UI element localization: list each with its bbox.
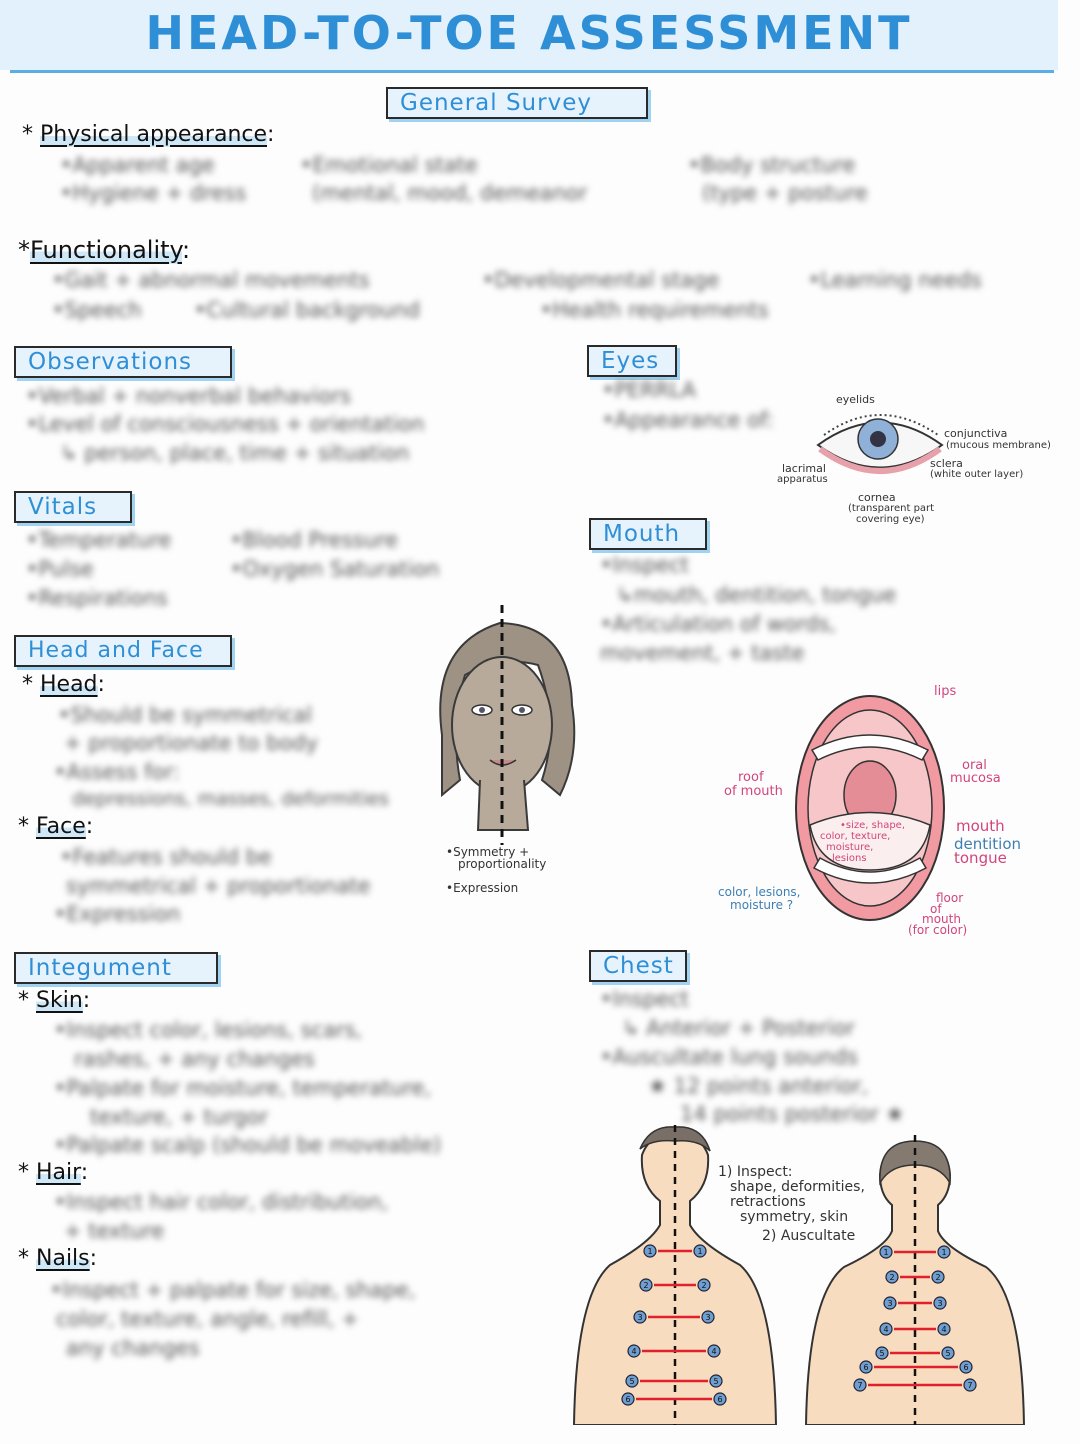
blur-text: •Respirations (26, 586, 168, 610)
eye-label-conjunctiva: conjunctiva (944, 427, 1008, 440)
face-heading: * Face: (18, 814, 94, 839)
blur-text: rashes, + any changes (74, 1047, 315, 1071)
auscultation-point-label: 4 (711, 1347, 717, 1356)
tongue-note: •size, shape, (840, 820, 905, 831)
auscultation-point-label: 3 (705, 1313, 711, 1322)
eye-label-cornea-note-2: covering eye) (856, 514, 925, 525)
mouth-label-tongue: tongue (954, 849, 1007, 867)
auscultation-point-label: 6 (863, 1363, 869, 1372)
asterisk-icon: * (22, 122, 40, 147)
blur-text: •Gait + abnormal movements (52, 268, 370, 292)
page-title: HEAD-TO-TOE ASSESSMENT (145, 6, 913, 60)
title-underline (10, 70, 1054, 73)
general-survey-label: General Survey (386, 87, 648, 119)
blur-text: •PERRLA (602, 378, 697, 402)
auscultation-point-label: 6 (625, 1395, 631, 1404)
asterisk-icon: * (18, 1246, 36, 1271)
blur-text: •Inspect + palpate for size, shape, (50, 1278, 416, 1302)
auscultation-point-label: 1 (883, 1248, 889, 1257)
mouth-illustration (790, 690, 950, 930)
mouth-label-mucosa: mucosa (950, 771, 1001, 786)
eye-label-conjunctiva-note: (mucous membrane) (946, 440, 1051, 451)
nails-heading: * Nails: (18, 1246, 98, 1271)
pupil (870, 431, 886, 447)
auscultation-point-label: 1 (941, 1248, 947, 1257)
auscultation-point-label: 1 (647, 1247, 653, 1256)
blur-text: •Developmental stage (482, 268, 720, 292)
blur-text: •Inspect (600, 553, 689, 577)
auscultation-point-label: 4 (631, 1347, 637, 1356)
auscultation-point-label: 5 (629, 1377, 635, 1386)
auscultation-point-label: 4 (941, 1325, 947, 1334)
blur-text: •Inspect (600, 987, 689, 1011)
vitals-label: Vitals (14, 491, 132, 523)
mouth-label-roof: roof (738, 770, 764, 785)
mouth-label-oral: oral (962, 758, 987, 773)
blur-text: •Learning needs (808, 268, 982, 292)
blur-text: •Apparent age (60, 153, 215, 177)
blur-text: (type + posture (702, 181, 868, 205)
asterisk-icon: * (18, 1160, 36, 1185)
auscultation-point-label: 7 (857, 1381, 863, 1390)
chest-note-auscultate: 2) Auscultate (762, 1228, 856, 1244)
blur-text: + proportionate to body (64, 731, 319, 755)
face-note: proportionality (458, 857, 547, 871)
blur-text: depressions, masses, deformities (72, 788, 389, 810)
blur-text: ↳ Anterior + Posterior (622, 1016, 855, 1040)
face-note: •Symmetry + (446, 845, 530, 859)
blur-text: •Cultural background (194, 298, 420, 322)
auscultation-point-label: 2 (889, 1273, 895, 1282)
blur-text: (mental, mood, demeanor (312, 181, 588, 205)
blur-text: •Pulse (26, 557, 94, 581)
posterior-torso-illustration (800, 1135, 1030, 1425)
hair-heading: * Hair: (18, 1160, 89, 1185)
eye-label-sclera-note: (white outer layer) (930, 469, 1024, 480)
head-and-face-label: Head and Face (14, 635, 232, 667)
blur-text: •Appearance of: (602, 408, 774, 432)
blur-text: •Blood Pressure (230, 528, 398, 552)
eye-label-cornea: cornea (858, 491, 896, 504)
eye-label-lacrimal-2: apparatus (777, 474, 828, 485)
blur-text: •Inspect hair color, distribution, (54, 1190, 389, 1214)
blur-text: •Articulation of words, (600, 612, 837, 636)
tongue-note: color, texture, (820, 831, 891, 842)
eye-illustration (810, 405, 950, 485)
mouth-label-mouth: mouth (956, 817, 1005, 835)
chest-note-inspect-2: shape, deformities, (730, 1179, 865, 1195)
observations-label: Observations (14, 346, 232, 378)
eyes-label: Eyes (587, 345, 677, 377)
blur-text: •Palpate scalp (should be moveable) (54, 1133, 442, 1157)
blur-text: ↳mouth, dentition, tongue (616, 583, 897, 607)
auscultation-point-label: 2 (701, 1281, 707, 1290)
auscultation-point-label: 5 (945, 1349, 951, 1358)
mouth-label-dentition: dentition (954, 835, 1022, 853)
blur-text: •Oxygen Saturation (230, 557, 440, 581)
mouth-label-floor: floor (936, 891, 964, 905)
asterisk-icon: * (18, 988, 36, 1013)
anterior-torso-illustration (570, 1125, 780, 1425)
blur-text: •Level of consciousness + orientation (26, 412, 425, 436)
asterisk-icon: * (18, 814, 36, 839)
auscultation-point-label: 6 (963, 1363, 969, 1372)
integument-label: Integument (14, 952, 218, 984)
eye-label-sclera: sclera (930, 457, 963, 470)
mouth-label-color: color, lesions, (718, 885, 801, 899)
mouth-label: Mouth (589, 518, 707, 550)
auscultation-point-label: 6 (717, 1395, 723, 1404)
blur-text: •Verbal + nonverbal behaviors (26, 384, 351, 408)
mouth-label-of-mouth: of mouth (724, 784, 783, 799)
blur-text: + texture (64, 1219, 165, 1243)
mouth-label-lips: lips (934, 684, 957, 699)
blur-text: •Auscultate lung sounds (600, 1045, 858, 1069)
blur-text: symmetrical + proportionate (66, 874, 371, 898)
blur-text: •Expression (54, 902, 181, 926)
functionality-heading: *Functionality: (18, 236, 191, 264)
blur-text: •Speech (52, 298, 142, 322)
auscultation-point-label: 3 (937, 1299, 943, 1308)
blur-text: color, texture, angle, refill, + (56, 1307, 359, 1331)
tongue-note: moisture, (826, 842, 874, 853)
blur-text: ↳ person, place, time + situation (60, 441, 410, 465)
mouth-label-mouth-2: mouth (922, 912, 961, 926)
asterisk-icon: * (22, 672, 40, 697)
blur-text: •Hygiene + dress (60, 181, 247, 205)
auscultation-point-label: 1 (697, 1247, 703, 1256)
blur-text: movement, + taste (600, 641, 805, 665)
auscultation-point-label: 3 (887, 1299, 893, 1308)
face-note: •Expression (446, 881, 519, 895)
tongue-note: lesions (832, 853, 867, 864)
eye-label-lacrimal: lacrimal (782, 462, 826, 475)
mouth-label-for-color: (for color) (908, 923, 968, 937)
blur-text: •Emotional state (300, 153, 478, 177)
blur-text: •Assess for: (54, 760, 180, 784)
pupil (479, 707, 485, 713)
blur-text: any changes (66, 1336, 200, 1360)
blur-text: •Inspect color, lesions, scars, (54, 1018, 363, 1042)
blur-text: •Health requirements (540, 298, 769, 322)
head-heading: * Head: (22, 672, 105, 697)
asterisk-icon: * (18, 236, 30, 264)
auscultation-point-label: 7 (967, 1381, 973, 1390)
chest-note-inspect-3: retractions (730, 1194, 806, 1210)
blur-text: •Temperature (26, 528, 172, 552)
mouth-label-moisture: moisture ? (730, 898, 794, 912)
auscultation-point-label: 3 (637, 1313, 643, 1322)
blur-text: •Palpate for moisture, temperature, (54, 1076, 432, 1100)
blur-text: 14 points posterior ★ (680, 1102, 905, 1126)
mouth-label-of: of (930, 902, 942, 916)
auscultation-point-label: 5 (879, 1349, 885, 1358)
eye-label-eyelids: eyelids (836, 393, 875, 406)
chest-note-inspect: 1) Inspect: (718, 1164, 793, 1180)
eye-label-cornea-note: (transparent part (848, 503, 935, 514)
blur-text: •Should be symmetrical (58, 703, 313, 727)
blur-text: •Body structure (688, 153, 856, 177)
auscultation-point-label: 4 (883, 1325, 889, 1334)
auscultation-point-label: 2 (643, 1281, 649, 1290)
chest-note-inspect-4: symmetry, skin (740, 1209, 849, 1225)
skin-heading: * Skin: (18, 988, 91, 1013)
blur-text: •Features should be (60, 845, 272, 869)
chest-label: Chest (589, 950, 687, 982)
physical-appearance-heading: * Physical appearance: (22, 122, 275, 147)
blur-text: texture, + turgor (90, 1105, 269, 1129)
face-illustration (420, 605, 590, 845)
auscultation-point-label: 2 (935, 1273, 941, 1282)
pupil (519, 707, 525, 713)
auscultation-point-label: 5 (713, 1377, 719, 1386)
blur-text: ★ 12 points anterior, (648, 1074, 869, 1098)
